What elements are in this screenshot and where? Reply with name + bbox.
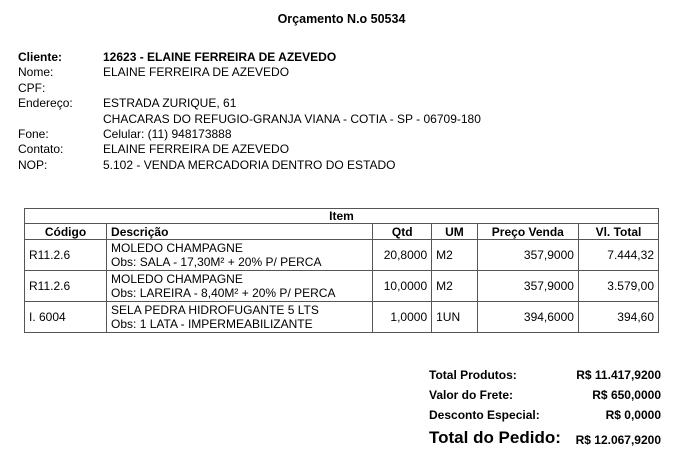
table-row: [25, 302, 659, 333]
frete-label: Valor do Frete:: [429, 388, 514, 402]
cell-codigo: R11.2.6: [25, 240, 107, 271]
cell-qtd: 1,0000: [373, 302, 432, 333]
col-qtd: Qtd: [373, 224, 432, 240]
contact-value: ELAINE FERREIRA DE AZEVEDO: [103, 142, 290, 157]
item-obs: Obs: SALA - 17,30M² + 20% P/ PERCA: [111, 255, 322, 269]
desconto-label: Desconto Especial:: [429, 408, 540, 422]
address-line1: ESTRADA ZURIQUE, 61: [103, 96, 237, 111]
total-pedido-row: [429, 426, 661, 450]
cell-descricao: [107, 302, 373, 333]
document-title: Orçamento N.o 50534: [277, 12, 406, 26]
cell-codigo: R11.2.6: [25, 271, 107, 302]
cell-um: M2: [432, 271, 478, 302]
client-value: 12623 - ELAINE FERREIRA DE AZEVEDO: [103, 50, 337, 64]
nop-label: NOP:: [18, 157, 48, 172]
col-descricao: Descrição: [107, 224, 373, 240]
cell-preco: 394,6000: [477, 302, 578, 333]
phone-label: Fone:: [18, 126, 49, 141]
totals-block: [429, 366, 661, 450]
item-obs: Obs: LAREIRA - 8,40M² + 20% P/ PERCA: [111, 286, 336, 300]
cell-descricao: [107, 240, 373, 271]
cell-total: 394,60: [578, 302, 658, 333]
phone-value: Celular: (11) 948173888: [103, 126, 232, 141]
contact-label: Contato:: [18, 142, 64, 157]
cell-preco: 357,9000: [477, 271, 578, 302]
frete-value: R$ 650,0000: [592, 388, 661, 402]
table-row: [25, 271, 659, 302]
col-codigo: Código: [25, 224, 107, 240]
address-label: Endereço:: [18, 96, 73, 111]
item-description: MOLEDO CHAMPAGNE: [111, 241, 243, 255]
total-produtos-label: Total Produtos:: [429, 368, 517, 382]
client-label: Cliente:: [18, 50, 63, 64]
group-header: Item: [25, 209, 659, 224]
cell-preco: 357,9000: [477, 240, 578, 271]
total-pedido-value: R$ 12.067,9200: [575, 433, 661, 447]
total-produtos-row: [429, 366, 661, 386]
cell-codigo: I. 6004: [25, 302, 107, 333]
desconto-value: R$ 0,0000: [605, 408, 661, 422]
total-pedido-label: Total do Pedido:: [429, 428, 561, 447]
nop-value: 5.102 - VENDA MERCADORIA DENTRO DO ESTADO: [103, 157, 396, 172]
cell-qtd: 20,8000: [373, 240, 432, 271]
name-label: Nome:: [18, 65, 54, 80]
col-total: Vl. Total: [578, 224, 658, 240]
cell-um: M2: [432, 240, 478, 271]
table-row: [25, 240, 659, 271]
cell-descricao: [107, 271, 373, 302]
item-description: MOLEDO CHAMPAGNE: [111, 272, 243, 286]
item-obs: Obs: 1 LATA - IMPERMEABILIZANTE: [111, 317, 313, 331]
cell-total: 3.579,00: [578, 271, 658, 302]
cpf-label: CPF:: [18, 80, 46, 95]
address-line2: CHACARAS DO REFUGIO-GRANJA VIANA - COTIA - SP - 06709-180: [103, 111, 481, 126]
desconto-row: [429, 406, 661, 426]
cell-total: 7.444,32: [578, 240, 658, 271]
name-value: ELAINE FERREIRA DE AZEVEDO: [103, 65, 290, 80]
cell-qtd: 10,0000: [373, 271, 432, 302]
column-header-row: [25, 224, 659, 240]
frete-row: [429, 386, 661, 406]
item-description: SELA PEDRA HIDROFUGANTE 5 LTS: [111, 303, 319, 317]
items-table: [24, 208, 659, 333]
group-header-row: [25, 209, 659, 224]
col-um: UM: [432, 224, 478, 240]
total-produtos-value: R$ 11.417,9200: [576, 368, 661, 382]
col-preco: Preço Venda: [477, 224, 578, 240]
cell-um: 1UN: [432, 302, 478, 333]
